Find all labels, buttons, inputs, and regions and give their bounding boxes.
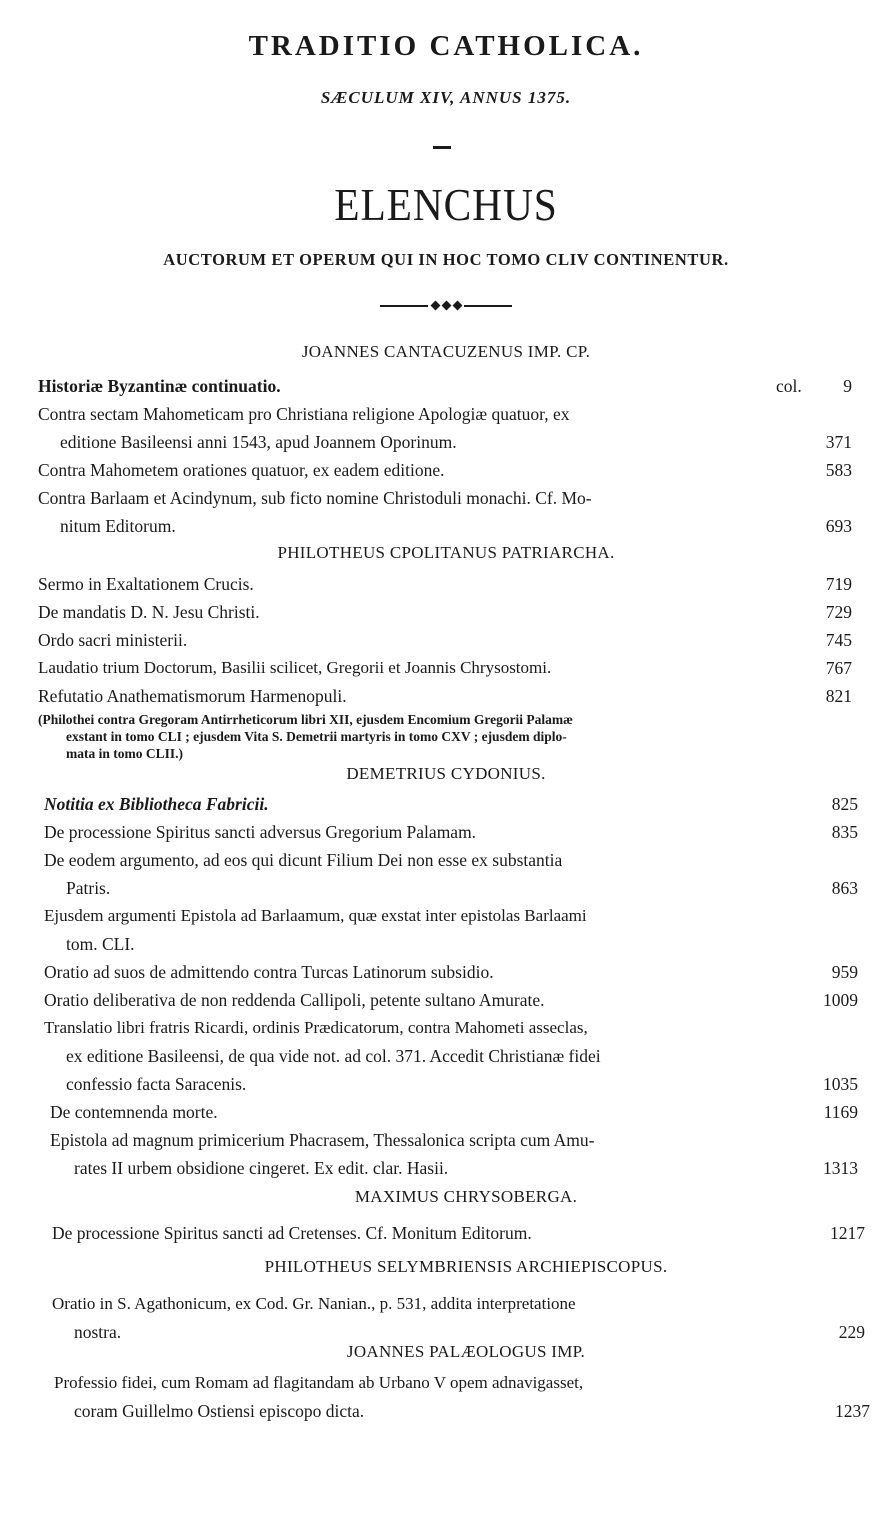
list-item bbox=[0, 818, 892, 846]
list-item bbox=[0, 456, 892, 484]
list-item bbox=[0, 372, 892, 400]
list-item bbox=[0, 986, 892, 1014]
note-line: exstant in tomo CLI ; ejusdem Vita S. Demetrii martyris in tomo CXV ; ejusdem diplo- bbox=[66, 729, 567, 744]
entry-title: De mandatis D. N. Jesu Christi. bbox=[38, 602, 260, 622]
page-number: 825 bbox=[831, 794, 858, 814]
entry-line: Epistola ad magnum primicerium Phacrasem, Thessalonica scripta cum Amu- bbox=[50, 1130, 595, 1150]
entry-title: De contemnenda morte. bbox=[50, 1102, 218, 1122]
section-heading: PHILOTHEUS CPOLITANUS PATRIARCHA. bbox=[277, 543, 615, 562]
page-number: 583 bbox=[825, 460, 852, 480]
entry-line: Professio fidei, cum Romam ad flagitandam ab Urbano V opem adnavigasset, bbox=[54, 1373, 584, 1392]
page-number: 229 bbox=[838, 1322, 865, 1342]
list-item bbox=[0, 626, 892, 654]
list-item bbox=[0, 958, 892, 986]
entry-line: ex editione Basileensi, de qua vide not. ad col. 371. Accedit Christianæ fidei bbox=[66, 1046, 601, 1066]
page-number: 959 bbox=[831, 962, 858, 982]
list-item bbox=[0, 1126, 892, 1182]
list-item bbox=[0, 846, 892, 902]
page-number: 371 bbox=[825, 432, 852, 452]
list-item bbox=[0, 1369, 892, 1425]
list-item bbox=[0, 1098, 892, 1126]
list-item bbox=[0, 1014, 892, 1098]
page-number: 1009 bbox=[823, 990, 858, 1010]
entry-title: Oratio deliberativa de non reddenda Callipoli, petente sultano Amurate. bbox=[44, 990, 545, 1010]
page-subtitle: SÆCULUM XIV, ANNUS 1375. bbox=[320, 88, 572, 107]
page-number: 693 bbox=[825, 516, 852, 536]
page-number: 863 bbox=[831, 878, 858, 898]
page-number: 1169 bbox=[823, 1102, 858, 1122]
entry-line: Oratio in S. Agathonicum, ex Cod. Gr. Nanian., p. 531, addita interpretatione bbox=[52, 1294, 576, 1313]
section-heading: PHILOTHEUS SELYMBRIENSIS ARCHIEPISCOPUS. bbox=[264, 1257, 668, 1276]
page-title: TRADITIO CATHOLICA. bbox=[248, 30, 644, 62]
entry-title: Oratio ad suos de admittendo contra Turcas Latinorum subsidio. bbox=[44, 962, 494, 982]
page-number: 835 bbox=[831, 822, 858, 842]
list-item bbox=[0, 400, 892, 456]
entry-title: Notitia ex Bibliotheca Fabricii. bbox=[44, 794, 269, 814]
entry-line: Patris. bbox=[66, 878, 111, 898]
entry-title: Contra Mahometem orationes quatuor, ex eadem editione. bbox=[38, 460, 445, 480]
section-heading: MAXIMUS CHRYSOBERGA. bbox=[354, 1187, 578, 1206]
page-number: 9 bbox=[843, 376, 852, 396]
list-item bbox=[0, 1219, 892, 1247]
entry-line: Contra Barlaam et Acindynum, sub ficto nomine Christoduli monachi. Cf. Mo- bbox=[38, 488, 592, 508]
dash-divider bbox=[433, 146, 451, 149]
entry-line: nostra. bbox=[74, 1322, 122, 1342]
entry-title: Refutatio Anathematismorum Harmenopuli. bbox=[38, 686, 347, 706]
entry-line: Translatio libri fratris Ricardi, ordinis Prædicatorum, contra Mahometi asseclas, bbox=[44, 1018, 588, 1037]
entry-title: Historiæ Byzantinæ continuatio. bbox=[38, 376, 281, 396]
list-item bbox=[0, 484, 892, 540]
entry-title: Ordo sacri ministerii. bbox=[38, 630, 188, 650]
page-number: 729 bbox=[825, 602, 852, 622]
page-number: 1217 bbox=[830, 1223, 865, 1243]
section-heading: JOANNES CANTACUZENUS IMP. CP. bbox=[301, 342, 591, 361]
page-number: 745 bbox=[825, 630, 852, 650]
list-item bbox=[0, 790, 892, 818]
entry-line: confessio facta Saracenis. bbox=[66, 1074, 247, 1094]
entry-line: nitum Editorum. bbox=[60, 516, 176, 536]
page-number: 719 bbox=[825, 574, 852, 594]
entry-line: Ejusdem argumenti Epistola ad Barlaamum, quæ exstat inter epistolas Barlaami bbox=[44, 906, 587, 925]
page-number: 1313 bbox=[823, 1158, 858, 1178]
list-item bbox=[0, 570, 892, 598]
list-item bbox=[0, 902, 892, 958]
note-line: mata in tomo CLII.) bbox=[66, 746, 183, 761]
entry-title: Sermo in Exaltationem Crucis. bbox=[38, 574, 254, 594]
note-line: (Philothei contra Gregoram Antirrheticorum libri XII, ejusdem Encomium Gregorii Palamæ bbox=[38, 712, 573, 727]
entry-line: coram Guillelmo Ostiensi episcopo dicta. bbox=[74, 1401, 365, 1421]
page-number: 1237 bbox=[835, 1401, 870, 1421]
main-subtitle: AUCTORUM ET OPERUM QUI IN HOC TOMO CLIV CONTINENTUR. bbox=[163, 250, 729, 269]
list-item bbox=[0, 1290, 892, 1346]
entry-line: De eodem argumento, ad eos qui dicunt Filium Dei non esse ex substantia bbox=[44, 850, 563, 870]
list-item bbox=[0, 682, 892, 710]
editorial-note bbox=[0, 712, 892, 764]
page-number: 1035 bbox=[823, 1074, 858, 1094]
entry-title: Laudatio trium Doctorum, Basilii scilicet, Gregorii et Joannis Chrysostomi. bbox=[38, 658, 552, 677]
entry-line: rates II urbem obsidione cingeret. Ex edit. clar. Hasii. bbox=[74, 1158, 449, 1178]
page-number: 821 bbox=[825, 686, 852, 706]
ornament-divider bbox=[380, 299, 512, 311]
col-label: col. bbox=[776, 376, 802, 396]
entry-line: Contra sectam Mahometicam pro Christiana religione Apologiæ quatuor, ex bbox=[38, 404, 570, 424]
list-item bbox=[0, 654, 892, 682]
main-title: ELENCHUS bbox=[334, 179, 558, 230]
page-number: 767 bbox=[825, 658, 852, 678]
entry-line: editione Basileensi anni 1543, apud Joannem Oporinum. bbox=[60, 432, 457, 452]
entry-title: De processione Spiritus sancti adversus Gregorium Palamam. bbox=[44, 822, 477, 842]
section-heading: JOANNES PALÆOLOGUS IMP. bbox=[346, 1342, 586, 1361]
entry-line: tom. CLI. bbox=[66, 934, 135, 954]
list-item bbox=[0, 598, 892, 626]
entry-title: De processione Spiritus sancti ad Cretenses. Cf. Monitum Editorum. bbox=[52, 1223, 532, 1243]
section-heading: DEMETRIUS CYDONIUS. bbox=[346, 764, 546, 783]
